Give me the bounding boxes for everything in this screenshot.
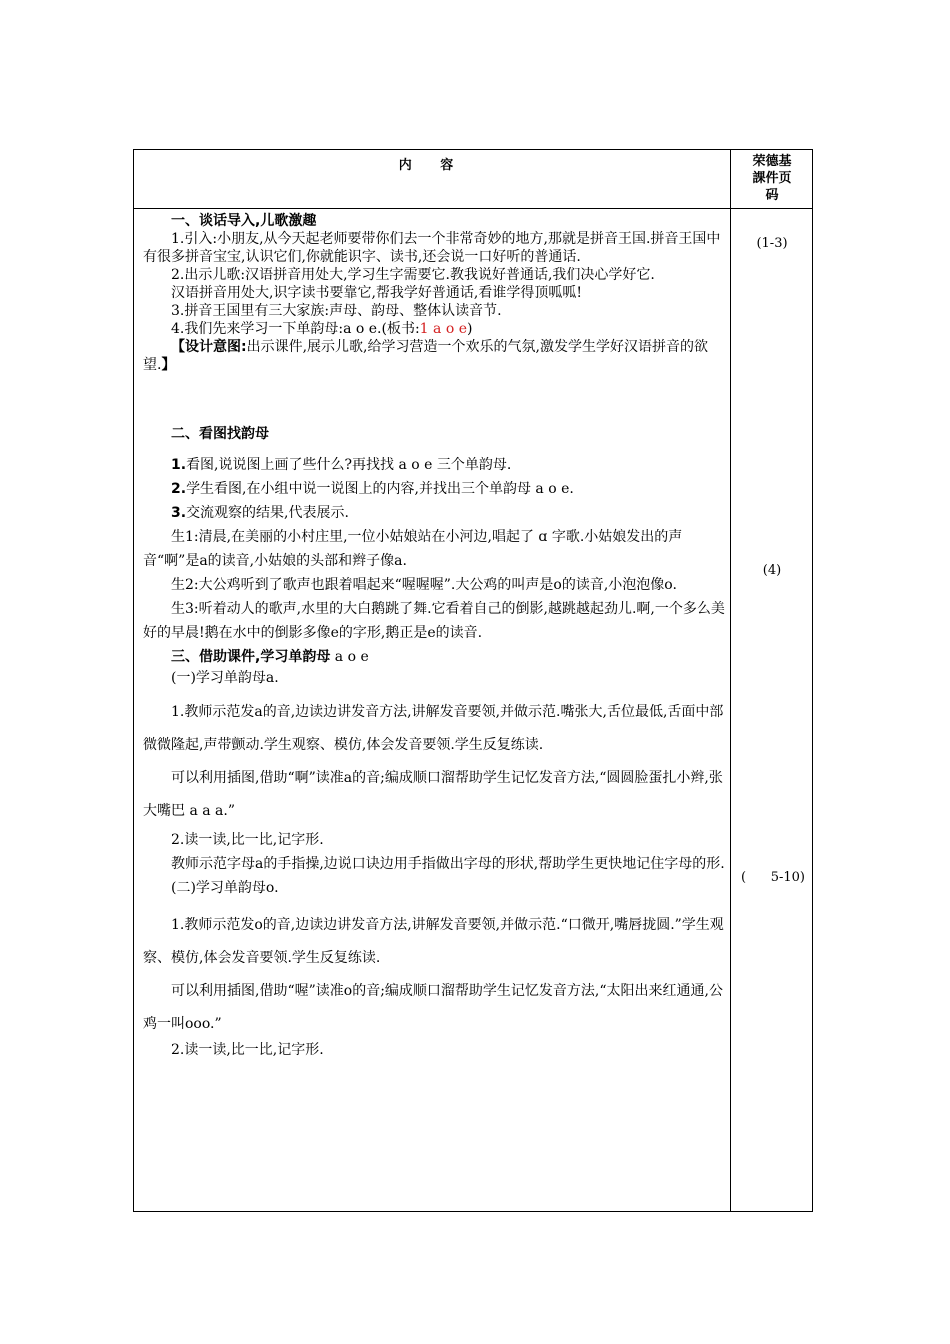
paragraph: 汉语拼音用处大,识字读书要靠它,帮我学好普通话,看谁学得顶呱呱! [171, 285, 582, 301]
paragraph [143, 501, 725, 525]
design-intent-label: 【设计意图: [171, 339, 247, 355]
text: a o e [330, 649, 369, 665]
section-title: 一、谈话导入,儿歌激趣 [171, 213, 317, 229]
header-divider [134, 208, 812, 209]
subsection-title: (一)学习单韵母a. [171, 670, 279, 686]
paragraph: 生2:大公鸡听到了歌声也跟着唱起来“喔喔喔”.大公鸡的叫声是o的读音,小泡泡像o. [171, 577, 677, 593]
paragraph: 2.出示儿歌:汉语拼音用处大,学习生字需要它.教我说好普通话,我们决心学好它. [171, 267, 655, 283]
lesson-table [133, 149, 813, 1212]
section-title [143, 645, 725, 669]
board-writing: 1 a o e [419, 321, 467, 337]
paragraph: 可以利用插图,借助“喔”读准o的音;编成顺口溜帮助学生记忆发音方法,“太阳出来红通通,公鸡一叫ooo.” [143, 983, 723, 1032]
column-divider [730, 150, 731, 1211]
paragraph [143, 477, 725, 501]
design-intent [143, 338, 725, 374]
paragraph: 生1:清晨,在美丽的小村庄里,一位小姑娘站在小河边,唱起了 ɑ 字歌.小姑娘发出的声音“啊”是a的读音,小姑娘的头部和辫子像a. [143, 529, 683, 569]
paragraph: 教师示范字母a的手指操,边说口诀边用手指做出字母的形状,帮助学生更快地记住字母的形. [171, 856, 725, 872]
text: 交流观察的结果,代表展示. [186, 505, 349, 521]
paragraph [143, 320, 725, 338]
item-number: 1. [171, 457, 187, 473]
page-ref-note: (4) [762, 563, 782, 578]
paragraph: 生3:听着动人的歌声,水里的大白鹅跳了舞.它看着自己的倒影,越跳越起劲儿.啊,一个多么美好的早晨!鹅在水中的倒影多像e的字形,鹅正是e的读音. [143, 601, 725, 641]
lesson-content [143, 212, 725, 1059]
design-intent-text: 出示课件,展示儿歌,给学习营造一个欢乐的气氛,激发学生学好汉语拼音的欲望. [143, 339, 708, 373]
page-ref-column-header [731, 153, 813, 204]
page-ref-header-line: 码 [765, 188, 779, 203]
page-ref-header-line: 荣德基 [752, 154, 792, 169]
text: 学生看图,在小组中说一说图上的内容,并找出三个单韵母 a o e. [186, 481, 574, 497]
content-column-header: 内 容 [398, 158, 466, 173]
text: ) [467, 321, 473, 337]
page-ref-note: (1-3) [756, 236, 788, 251]
paragraph: 1.引入:小朋友,从今天起老师要带你们去一个非常奇妙的地方,那就是拼音王国.拼音王国中有很多拼音宝宝,认识它们,你就能识字、读书,还会说一口好听的普通话. [143, 231, 721, 265]
page-ref-header-line: 課件页 [752, 171, 792, 186]
text: 三、借助课件,学习单韵母 [171, 649, 331, 665]
page-ref-note: ( 5-10) [741, 870, 805, 885]
design-intent-close: 】 [161, 357, 176, 373]
text: 看图,说说图上画了些什么?再找找 a o e 三个单韵母. [186, 457, 512, 473]
paragraph: 1.教师示范发a的音,边读边讲发音方法,讲解发音要领,并做示范.嘴张大,舌位最低,舌面中部微微隆起,声带颤动.学生观察、模仿,体会发音要领.学生反复练读. [143, 704, 724, 753]
paragraph: 1.教师示范发o的音,边读边讲发音方法,讲解发音要领,并做示范.“口微开,嘴唇拢圆.”学生观察、模仿,体会发音要领.学生反复练读. [143, 917, 724, 966]
section-title: 二、看图找韵母 [171, 426, 269, 442]
paragraph: 3.拼音王国里有三大家族:声母、韵母、整体认读音节. [171, 303, 502, 319]
paragraph: 2.读一读,比一比,记字形. [171, 1042, 324, 1058]
item-number: 2. [171, 481, 187, 497]
subsection-title: (二)学习单韵母o. [171, 880, 279, 896]
paragraph: 可以利用插图,借助“啊”读准a的音;编成顺口溜帮助学生记忆发音方法,“圆圆脸蛋扎小辫,张大嘴巴 a a a.” [143, 770, 723, 819]
paragraph [143, 453, 725, 477]
paragraph: 2.读一读,比一比,记字形. [171, 832, 324, 848]
text: 4.我们先来学习一下单韵母:a o e.(板书: [171, 321, 420, 337]
item-number: 3. [171, 505, 187, 521]
